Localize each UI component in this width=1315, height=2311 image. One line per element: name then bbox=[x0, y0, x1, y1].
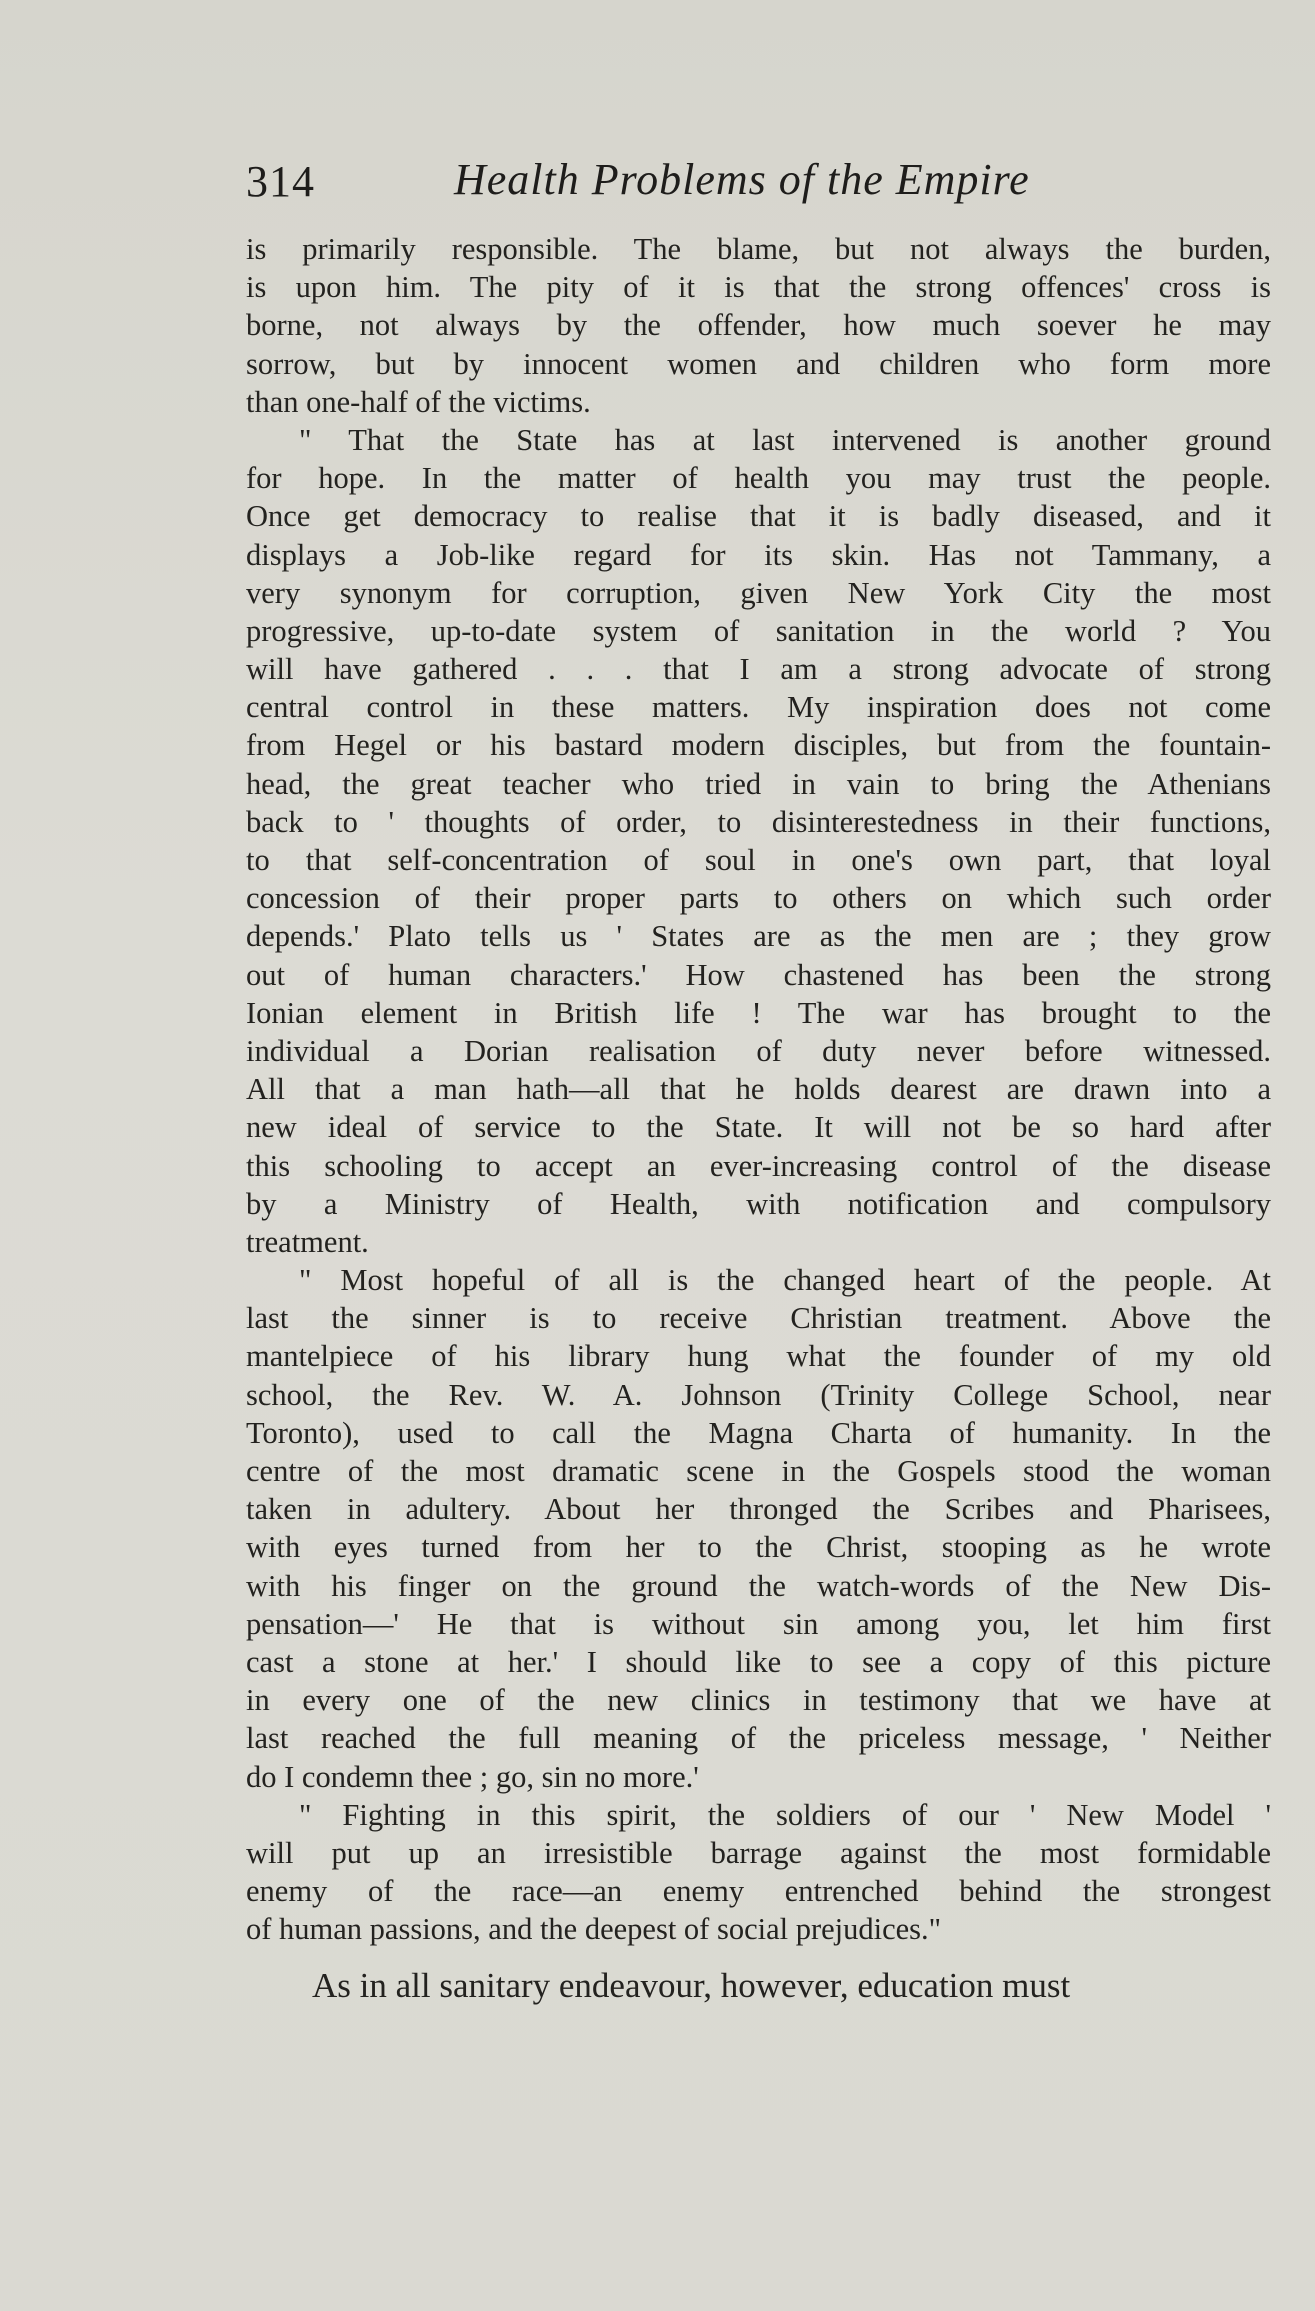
text-line: by a Ministry of Health, with notification and compulsory bbox=[246, 1186, 1271, 1221]
text-line: last the sinner is to receive Christian treatment. Above the bbox=[246, 1301, 1271, 1336]
text-line: is upon him. The pity of it is that the strong offences' cross is bbox=[246, 270, 1271, 305]
text-line: out of human characters.' How chastened has been the strong bbox=[246, 957, 1271, 992]
paragraph-start-line: " Most hopeful of all is the changed heart of the people. At bbox=[299, 1263, 1271, 1298]
text-line: will have gathered . . . that I am a strong advocate of strong bbox=[246, 652, 1271, 687]
closing-line: As in all sanitary endeavour, however, education must bbox=[312, 1966, 1071, 2005]
text-line: will put up an irresistible barrage against the most formidable bbox=[246, 1835, 1271, 1870]
text-line: Once get democracy to realise that it is badly diseased, and it bbox=[246, 499, 1271, 534]
text-line: than one-half of the victims. bbox=[246, 384, 591, 419]
text-line: this schooling to accept an ever-increasing control of the disease bbox=[246, 1148, 1271, 1183]
text-line: individual a Dorian realisation of duty never before witnessed. bbox=[246, 1033, 1271, 1068]
text-line: to that self-concentration of soul in one's own part, that loyal bbox=[246, 843, 1271, 877]
closing-paragraph bbox=[246, 1966, 1271, 2006]
text-line: taken in adultery. About her thronged the Scribes and Pharisees, bbox=[246, 1492, 1271, 1527]
text-line: school, the Rev. W. A. Johnson (Trinity College School, near bbox=[246, 1377, 1271, 1412]
text-line: back to ' thoughts of order, to disinterestedness in their functions, bbox=[246, 804, 1271, 839]
body-text bbox=[246, 230, 1271, 1948]
text-line: depends.' Plato tells us ' States are as the men are ; they grow bbox=[246, 919, 1271, 954]
text-line: very synonym for corruption, given New York City the most bbox=[246, 575, 1271, 610]
text-line: enemy of the race—an enemy entrenched behind the strongest bbox=[246, 1874, 1271, 1909]
text-line: central control in these matters. My inspiration does not come bbox=[246, 690, 1271, 725]
text-line: sorrow, but by innocent women and children who form more bbox=[246, 346, 1271, 381]
text-line: Ionian element in British life ! The war has brought to the bbox=[246, 995, 1271, 1030]
text-line: in every one of the new clinics in testimony that we have at bbox=[246, 1683, 1271, 1718]
text-line: mantelpiece of his library hung what the founder of my old bbox=[246, 1339, 1271, 1374]
text-line: progressive, up-to-date system of sanitation in the world ? You bbox=[246, 613, 1271, 648]
page-number: 314 bbox=[246, 157, 315, 206]
page-header bbox=[246, 150, 1286, 220]
text-line: centre of the most dramatic scene in the Gospels stood the woman bbox=[246, 1454, 1271, 1488]
text-line: displays a Job-like regard for its skin. Has not Tammany, a bbox=[246, 537, 1271, 572]
text-line: treatment. bbox=[246, 1224, 369, 1259]
running-title: Health Problems of the Empire bbox=[454, 155, 1030, 204]
text-line: cast a stone at her.' I should like to see a copy of this picture bbox=[246, 1644, 1271, 1679]
text-line: is primarily responsible. The blame, but not always the burden, bbox=[246, 232, 1271, 266]
paragraph-start-line: " Fighting in this spirit, the soldiers of our ' New Model ' bbox=[299, 1797, 1271, 1832]
text-line: head, the great teacher who tried in vain to bring the Athenians bbox=[246, 766, 1271, 801]
text-line: borne, not always by the offender, how much soever he may bbox=[246, 308, 1271, 343]
text-line: pensation—' He that is without sin among you, let him first bbox=[246, 1606, 1271, 1641]
text-line: with his finger on the ground the watch-words of the New Dis- bbox=[246, 1568, 1271, 1603]
text-line: do I condemn thee ; go, sin no more.' bbox=[246, 1759, 699, 1794]
text-line: concession of their proper parts to others on which such order bbox=[246, 881, 1271, 916]
text-line: new ideal of service to the State. It will not be so hard after bbox=[246, 1110, 1271, 1145]
text-line: last reached the full meaning of the priceless message, ' Neither bbox=[246, 1721, 1271, 1756]
text-line: Toronto), used to call the Magna Charta of humanity. In the bbox=[246, 1415, 1271, 1450]
text-line: All that a man hath—all that he holds dearest are drawn into a bbox=[246, 1072, 1271, 1107]
paragraph-start-line: " That the State has at last intervened is another ground bbox=[299, 422, 1271, 457]
text-line: for hope. In the matter of health you may trust the people. bbox=[246, 461, 1271, 496]
text-line: of human passions, and the deepest of social prejudices." bbox=[246, 1912, 942, 1947]
text-line: with eyes turned from her to the Christ, stooping as he wrote bbox=[246, 1530, 1271, 1565]
text-line: from Hegel or his bastard modern disciples, but from the fountain- bbox=[246, 728, 1271, 763]
